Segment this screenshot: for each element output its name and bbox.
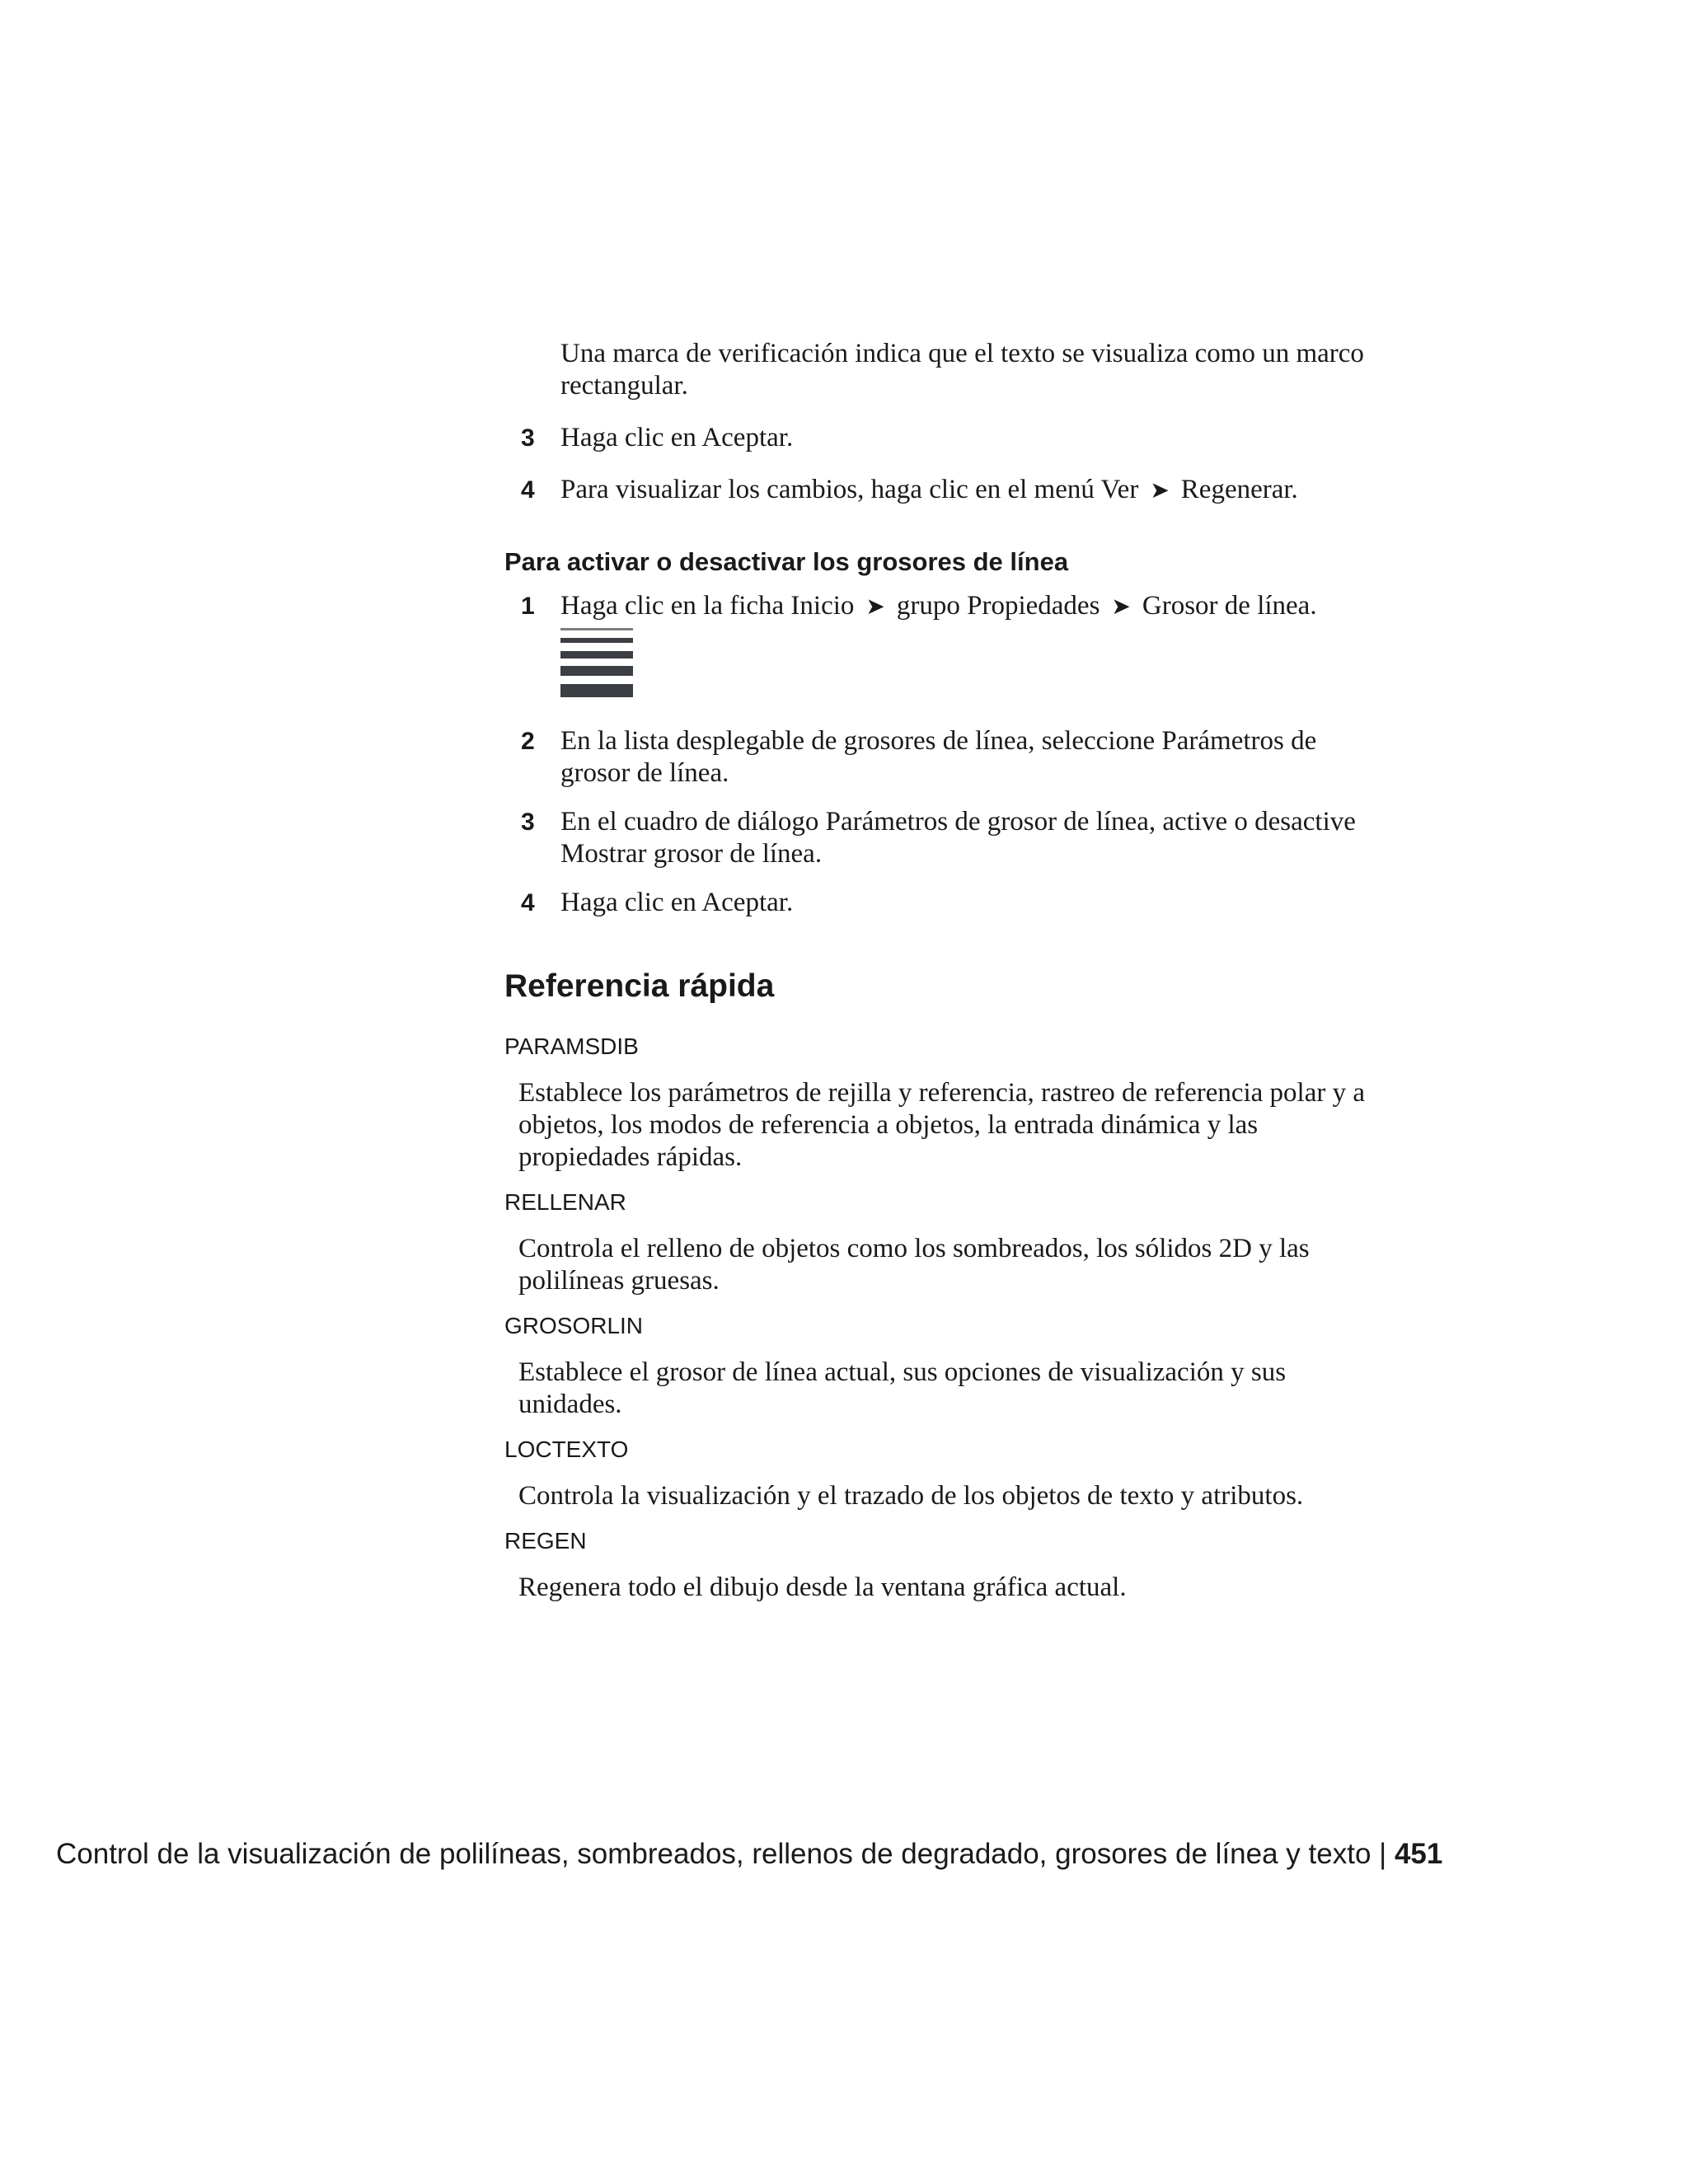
step-4-b: [504, 887, 1386, 919]
footer-separator: |: [1379, 1838, 1387, 1870]
step-text-before: Para visualizar los cambios, haga clic en el menú Ver: [560, 475, 1139, 504]
procedure-heading: Para activar o desactivar los grosores de línea: [504, 547, 1069, 576]
step-text-after: Regenerar.: [1180, 475, 1298, 504]
ref-term: PARAMSDIB: [504, 1033, 639, 1059]
arrow-icon: ➤: [1150, 478, 1170, 504]
footer-title: Control de la visualización de polilíneas, sombreados, rellenos de degradado, grosores de línea y texto: [56, 1838, 1372, 1870]
step-4-a: [504, 474, 1386, 507]
step-text: En el cuadro de diálogo Parámetros de grosor de línea, active o desactive Mostrar grosor de línea.: [560, 807, 1356, 869]
step-3-b: [504, 806, 1386, 870]
step-1-b: [504, 590, 1386, 623]
ref-definition: Regenera todo el dibujo desde la ventana gráfica actual.: [518, 1572, 1127, 1602]
ref-term: REGEN: [504, 1528, 587, 1554]
page-content: [504, 338, 1386, 1604]
step-part-1: Haga clic en la ficha Inicio: [560, 591, 855, 621]
ref-definition: Establece el grosor de línea actual, sus opciones de visualización y sus unidades.: [518, 1357, 1287, 1419]
ref-term: RELLENAR: [504, 1189, 626, 1215]
ref-definition: Establece los parámetros de rejilla y referencia, rastreo de referencia polar y a objetos, los modos de referencia a objetos, la entrada dinámica y las propiedades rápidas.: [518, 1078, 1366, 1172]
step-number: 3: [521, 808, 535, 836]
ref-term: GROSORLIN: [504, 1313, 644, 1338]
step-part-3: Grosor de línea.: [1142, 591, 1317, 621]
page-footer: [56, 1836, 1442, 1872]
step-3-a: [504, 422, 1386, 454]
arrow-icon: ➤: [865, 594, 885, 620]
arrow-icon: ➤: [1111, 594, 1131, 620]
step-number: 4: [521, 889, 535, 916]
page-number: 451: [1394, 1838, 1443, 1870]
intro-note: Una marca de verificación indica que el texto se visualiza como un marco rectangular.: [560, 339, 1364, 401]
ref-definition: Controla el relleno de objetos como los sombreados, los sólidos 2D y las polilíneas gruesas.: [518, 1234, 1310, 1296]
step-number: 1: [521, 593, 535, 620]
step-number: 4: [521, 476, 535, 504]
step-text: Haga clic en Aceptar.: [560, 888, 794, 917]
section-heading: Referencia rápida: [504, 968, 775, 1004]
step-number: 2: [521, 728, 535, 755]
step-part-2: grupo Propiedades: [896, 591, 1100, 621]
step-text: En la lista desplegable de grosores de línea, seleccione Parámetros de grosor de línea.: [560, 726, 1317, 788]
step-text: Haga clic en Aceptar.: [560, 423, 794, 452]
step-number: 3: [521, 424, 535, 452]
lineweight-icon: [560, 628, 633, 699]
ref-definition: Controla la visualización y el trazado de los objetos de texto y atributos.: [518, 1481, 1304, 1511]
step-2-b: [504, 725, 1386, 790]
ref-term: LOCTEXTO: [504, 1436, 629, 1462]
